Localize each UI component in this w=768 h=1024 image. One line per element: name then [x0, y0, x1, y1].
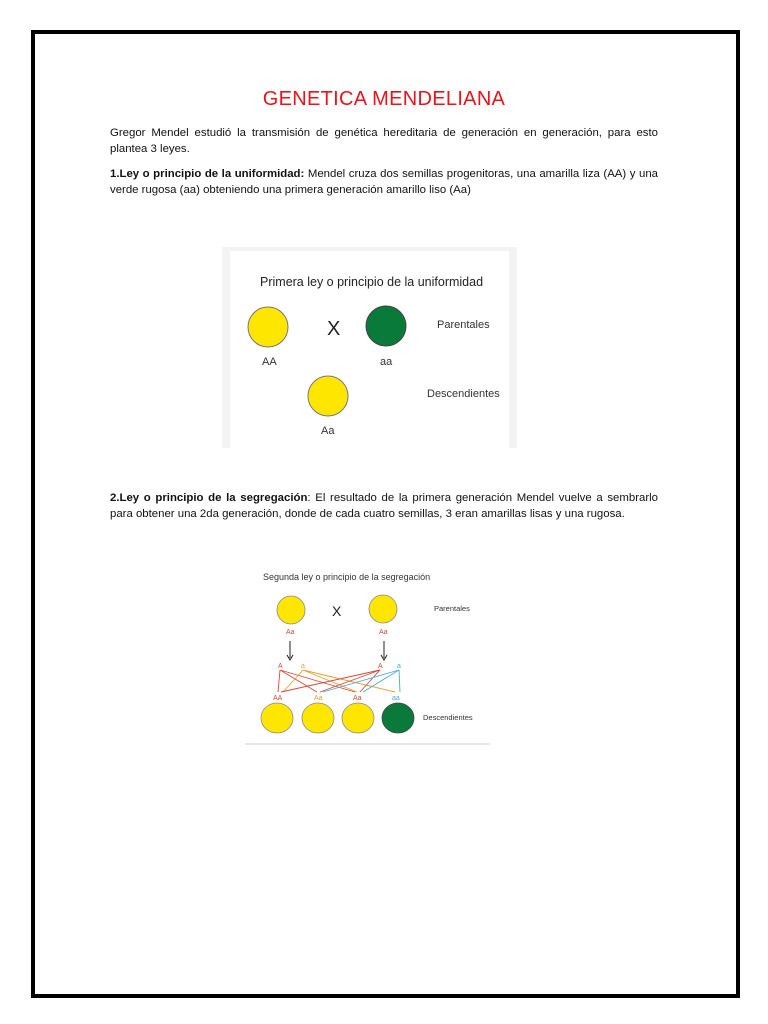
offspring-genotype-4: aa	[392, 695, 400, 702]
offspring-seed-2	[302, 703, 334, 733]
lines-gamete-3	[281, 670, 380, 692]
parent1-genotype: AA	[262, 356, 277, 368]
cross-symbol: X	[327, 318, 341, 340]
parent2-genotype-2: Aa	[379, 629, 388, 636]
offspring-yellow-seed	[308, 376, 348, 416]
figure-segregation	[245, 566, 490, 746]
offspring-genotype: Aa	[321, 425, 335, 437]
figure1-title: Primera ley o principio de la uniformidad	[260, 275, 484, 289]
parent-green-seed	[366, 306, 406, 346]
parents-label: Parentales	[437, 319, 490, 331]
offspring-genotype-1: AA	[273, 695, 283, 702]
descendants-label-2: Descendientes	[423, 713, 473, 722]
figure-uniformity	[222, 247, 517, 448]
parent2-seed	[369, 595, 397, 623]
descendants-label: Descendientes	[427, 388, 500, 400]
offspring-seed-1	[261, 703, 293, 733]
law2-text: : El resultado de la primera generación Mendel vuelve a sembrarlo para obtener una 2da generación, donde de cada cuatro semillas, 3 eran amarillas lisas y una rugosa.	[110, 492, 658, 520]
figure-uniformity-diagram	[222, 247, 517, 448]
gamete-4: a	[397, 663, 401, 670]
gamete-1: A	[278, 663, 283, 670]
intro-paragraph: Gregor Mendel estudió la transmisión de genética hereditaria de generación en generación, para esto plantea 3 leyes.	[110, 127, 658, 155]
gamete-2: a	[301, 663, 305, 670]
gamete-3: A	[378, 663, 383, 670]
page-title: GENETICA MENDELIANA	[262, 88, 506, 110]
figure2-title: Segunda ley o principio de la segregación	[263, 572, 431, 582]
parent-yellow-seed	[248, 307, 288, 347]
cross-symbol-2: X	[332, 603, 342, 619]
offspring-seed-3	[342, 703, 374, 733]
offspring-genotype-2: Aa	[314, 695, 323, 702]
law1-text: Mendel cruza dos semillas progenitoras, una amarilla liza (AA) y una verde rugosa (aa) obteniendo una primera generación amarillo liso (Aa)	[110, 168, 658, 196]
parents-label-2: Parentales	[434, 604, 470, 613]
lines-gamete-2	[283, 670, 395, 692]
offspring-genotype-3: Aa	[353, 695, 362, 702]
lines-gamete-4	[323, 670, 400, 692]
segregation-lines	[278, 670, 400, 692]
law1-heading: 1.Ley o principio de la uniformidad:	[110, 168, 305, 180]
law2-heading: 2.Ley o principio de la segregación	[110, 492, 308, 504]
law2-paragraph	[110, 490, 658, 522]
parent2-genotype: aa	[380, 356, 393, 368]
parent1-seed	[277, 596, 305, 624]
law1-paragraph	[110, 166, 658, 198]
parent1-genotype-2: Aa	[286, 629, 295, 636]
offspring-seed-4-green	[382, 703, 414, 733]
figure-segregation-diagram	[245, 566, 490, 746]
